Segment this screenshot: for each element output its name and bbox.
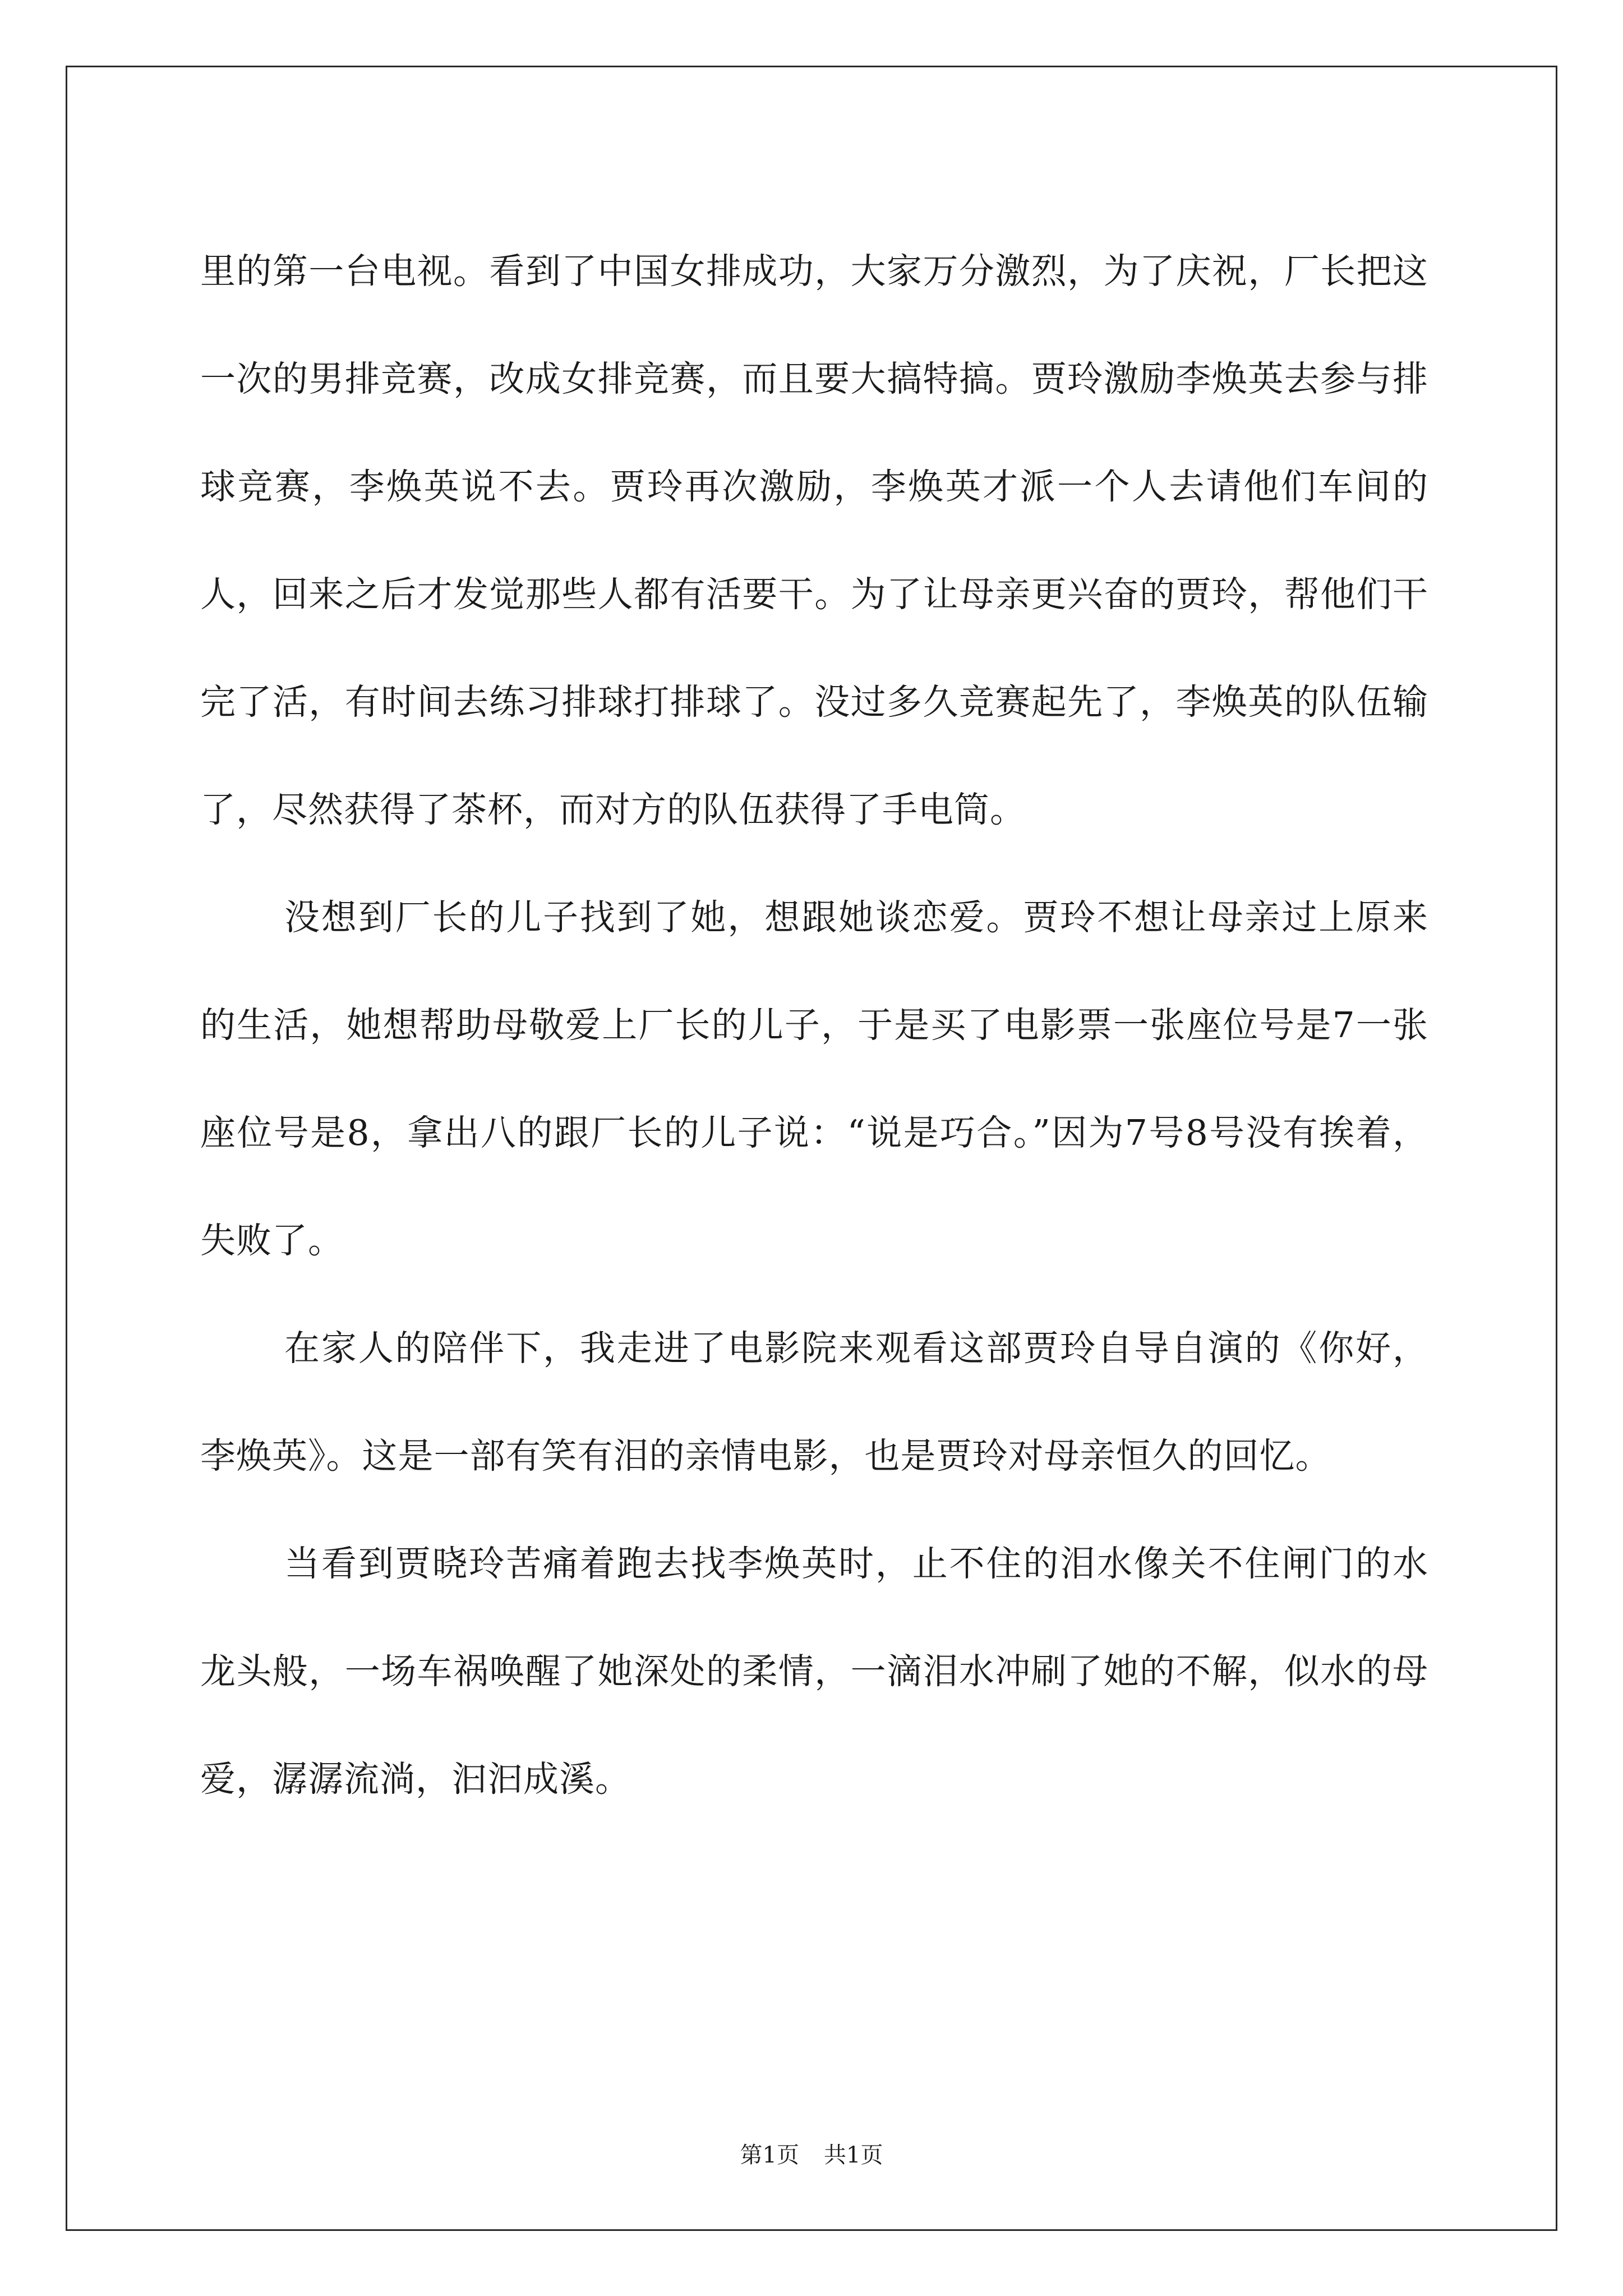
document-body <box>200 218 1428 1833</box>
page-total: 共1页 <box>824 2142 883 2168</box>
page-number: 第1页 <box>740 2142 799 2168</box>
paragraph-2: 没想到厂长的儿子找到了她，想跟她谈恋爱。贾玲不想让母亲过上原来的生活，她想帮助母敬爱上厂长的儿子，于是买了电影票一张座位号是7一张座位号是8，拿出八的跟厂长的儿子说：“说是巧合。”因为7号8号没有挨着，失败了。 <box>200 897 1428 1261</box>
paragraph-3: 在家人的陪伴下，我走进了电影院来观看这部贾玲自导自演的《你好，李焕英》。这是一部有笑有泪的亲情电影，也是贾玲对母亲恒久的回忆。 <box>200 1328 1428 1476</box>
page-footer <box>0 2137 1623 2169</box>
paragraph-4: 当看到贾晓玲苦痛着跑去找李焕英时，止不住的泪水像关不住闸门的水龙头般，一场车祸唤醒了她深处的柔情，一滴泪水冲刷了她的不解，似水的母爱，潺潺流淌，汩汩成溪。 <box>200 1543 1428 1800</box>
paragraph-1: 里的第一台电视。看到了中国女排成功，大家万分激烈，为了庆祝，厂长把这一次的男排竞赛，改成女排竞赛，而且要大搞特搞。贾玲激励李焕英去参与排球竞赛，李焕英说不去。贾玲再次激励，李焕英才派一个人去请他们车间的人，回来之后才发觉那些人都有活要干。为了让母亲更兴奋的贾玲，帮他们干完了活，有时间去练习排球打排球了。没过多久竞赛起先了，李焕英的队伍输了，尽然获得了茶杯，而对方的队伍获得了手电筒。 <box>200 251 1428 830</box>
